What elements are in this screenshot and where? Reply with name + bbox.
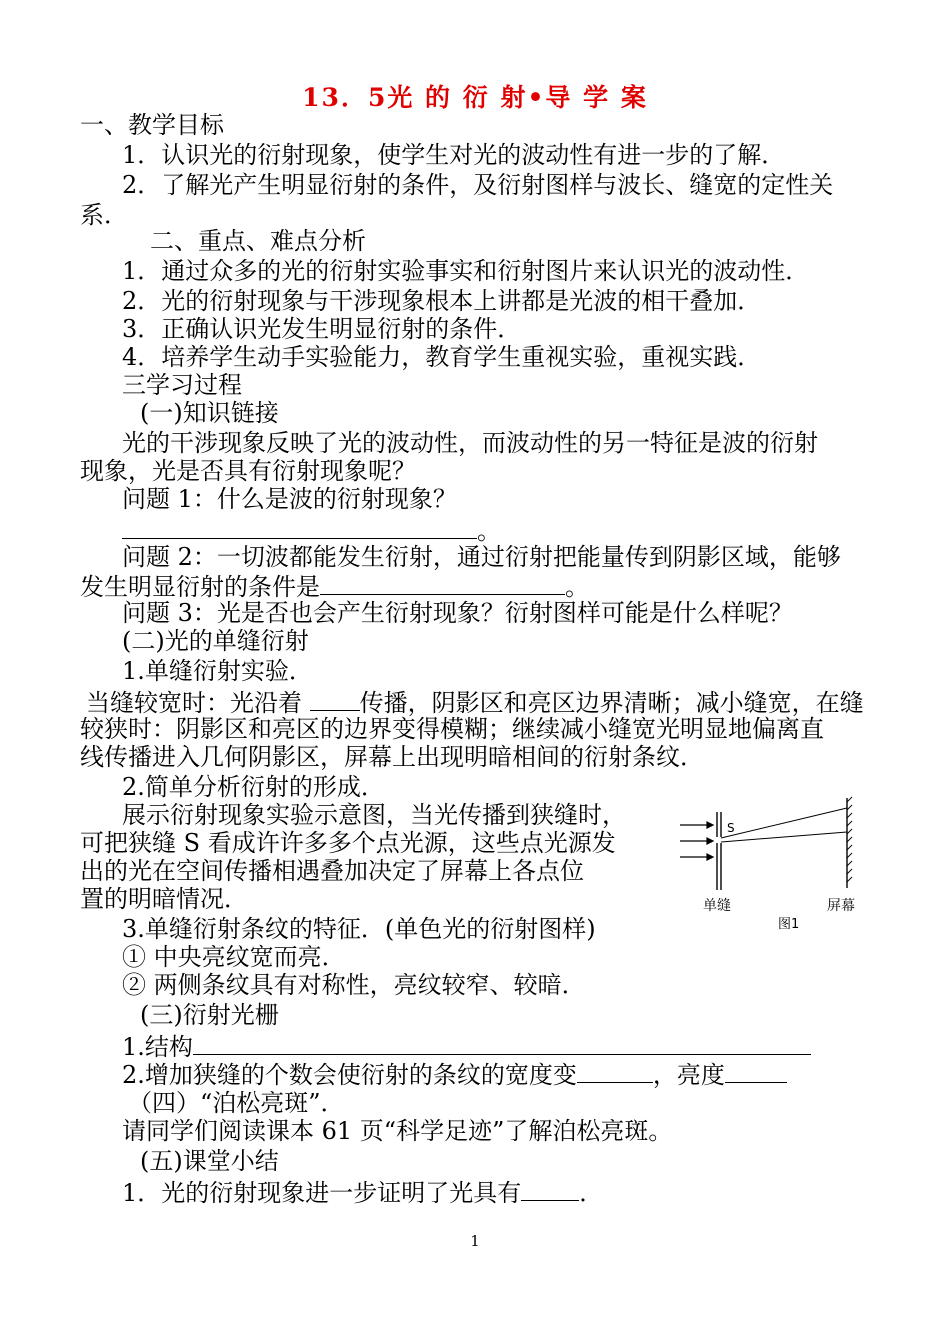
summary-1-end: ． — [579, 1179, 604, 1207]
arrow-head-1 — [707, 822, 713, 828]
diffraction-formation-line-1: 展示衍射现象实验示意图，当光传播到狭缝时， — [122, 801, 626, 829]
arrow-head-3 — [707, 854, 713, 860]
fringe-features-heading: 3.单缝衍射条纹的特征．(单色光的衍射图样) — [122, 915, 596, 943]
grating-slits-text: 2.增加狭缝的个数会使衍射的条纹的宽度变 — [122, 1061, 577, 1089]
diffraction-formation-heading: 2.简单分析衍射的形成． — [122, 773, 385, 801]
page-title: 13．5光 的 衍 射•导 学 案 — [302, 83, 648, 112]
arrow-head-2 — [707, 838, 713, 844]
key-point-3: 3．正确认识光发生明显衍射的条件． — [122, 315, 522, 343]
question-2-end: 。 — [565, 573, 589, 601]
answer-blank-3[interactable] — [310, 686, 360, 711]
grating-brightness-text: ，亮度 — [652, 1061, 725, 1089]
subsection-knowledge-link: (一)知识链接 — [140, 399, 279, 427]
diffraction-formation-line-2: 可把狭缝 S 看成许许多多个点光源，这些点光源发 — [80, 829, 616, 857]
question-2-text: 发生明显衍射的条件是 — [80, 573, 320, 601]
page-number: 1 — [470, 1232, 480, 1250]
subsection-single-slit: (二)光的单缝衍射 — [122, 627, 309, 655]
summary-1 — [122, 1176, 603, 1208]
answer-blank-4[interactable] — [193, 1030, 811, 1055]
single-slit-text-a: 当缝较宽时：光沿着 — [86, 689, 302, 717]
label-single-slit: 单缝 — [703, 898, 731, 914]
objective-1: 1．认识光的衍射现象，使学生对光的波动性有进一步的了解． — [122, 141, 786, 169]
answer-blank-2[interactable] — [320, 570, 565, 595]
label-screen: 屏幕 — [827, 898, 855, 914]
subsection-summary: (五)课堂小结 — [140, 1147, 279, 1175]
single-slit-diagram — [675, 790, 875, 940]
slit-s-label: S — [727, 821, 735, 835]
figure-caption: 图1 — [778, 917, 800, 932]
answer-blank-5[interactable] — [577, 1058, 653, 1083]
diffraction-formation-line-4: 置的明暗情况． — [80, 885, 248, 913]
objective-2-line-1: 2．了解光产生明显衍射的条件，及衍射图样与波长、缝宽的定性关 — [122, 171, 834, 199]
section-heading-process: 三学习过程 — [122, 371, 242, 399]
single-slit-text-b: 传播，阴影区和亮区边界清晰；减小缝宽，在缝 — [359, 689, 864, 717]
question-1: 问题 1：什么是波的衍射现象？ — [122, 485, 457, 513]
answer-line-1-end: 。 — [477, 517, 501, 545]
answer-blank-7[interactable] — [521, 1176, 579, 1201]
diffraction-formation-line-3: 出的光在空间传播相遇叠加决定了屏幕上各点位 — [80, 857, 584, 885]
fringe-feature-1: ① 中央亮纹宽而亮． — [122, 943, 346, 971]
section-heading-objectives: 一、教学目标 — [80, 111, 224, 139]
answer-blank-6[interactable] — [725, 1058, 787, 1083]
poisson-spot-text: 请同学们阅读课本 61 页“科学足迹”了解泊松亮斑。 — [122, 1117, 673, 1145]
key-point-4: 4．培养学生动手实验能力，教育学生重视实验，重视实践． — [122, 343, 762, 371]
fringe-feature-2: ② 两侧条纹具有对称性，亮纹较窄、较暗． — [122, 971, 586, 999]
single-slit-text-line-2: 较狭时：阴影区和亮区的边界变得模糊；继续减小缝宽光明显地偏离直 — [80, 715, 824, 743]
subsection-poisson-spot: （四）“泊松亮斑”． — [128, 1089, 345, 1117]
section-heading-key-points: 二、重点、难点分析 — [150, 227, 366, 255]
grating-structure-label: 1.结构 — [122, 1033, 193, 1061]
paragraph-interference-line-2: 现象，光是否具有衍射现象呢？ — [80, 457, 416, 485]
key-point-1: 1．通过众多的光的衍射实验事实和衍射图片来认识光的波动性． — [122, 257, 810, 285]
paragraph-interference-line-1: 光的干涉现象反映了光的波动性，而波动性的另一特征是波的衍射 — [122, 429, 818, 457]
answer-blank-1[interactable] — [122, 514, 477, 539]
single-slit-experiment-heading: 1.单缝衍射实验． — [122, 657, 313, 685]
summary-1-text: 1．光的衍射现象进一步证明了光具有 — [122, 1179, 522, 1207]
screen-hatching — [847, 797, 852, 882]
subsection-grating: (三)衍射光栅 — [140, 1001, 279, 1029]
question-2-line-1: 问题 2：一切波都能发生衍射，通过衍射把能量传到阴影区域，能够 — [122, 543, 841, 571]
single-slit-text-line-3: 线传播进入几何阴影区，屏幕上出现明暗相间的衍射条纹． — [80, 743, 704, 771]
objective-2-line-2: 系． — [80, 201, 128, 229]
grating-slits — [122, 1058, 787, 1090]
key-point-2: 2．光的衍射现象与干涉现象根本上讲都是光波的相干叠加． — [122, 287, 762, 315]
question-3: 问题 3：光是否也会产生衍射现象？衍射图样可能是什么样呢？ — [122, 599, 793, 627]
